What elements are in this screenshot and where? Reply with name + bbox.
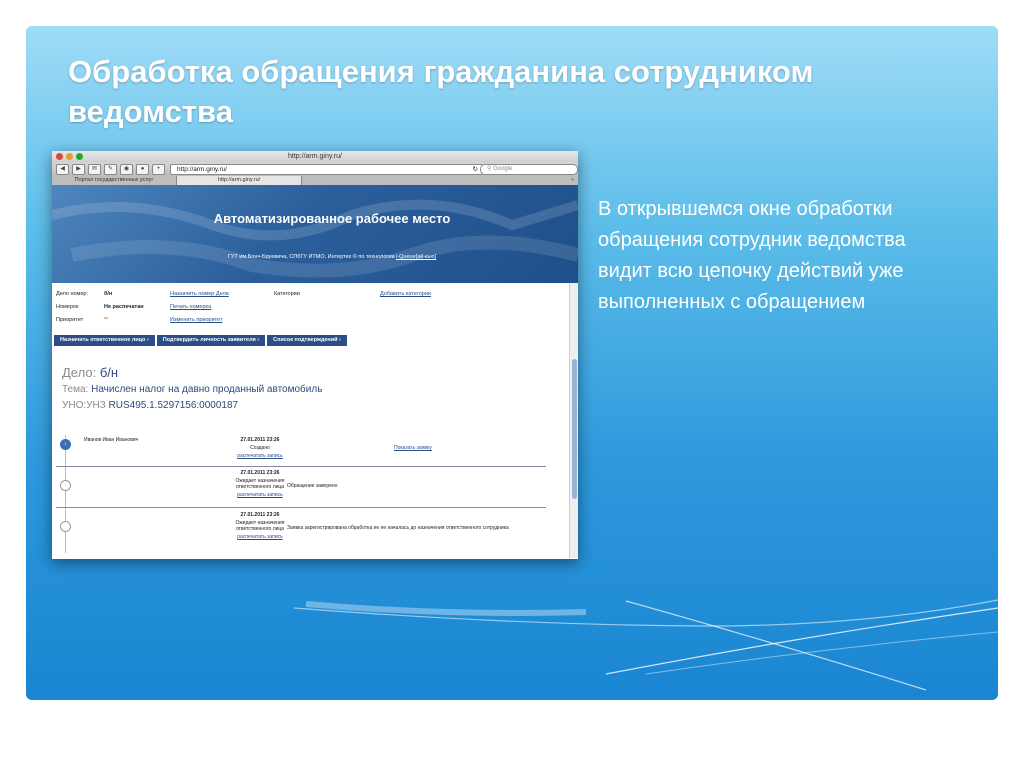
number-label: Номерок [56, 304, 79, 310]
search-icon: ⚲ [487, 166, 492, 172]
number-value: Не распечатан [104, 304, 144, 310]
categories-label: Категории [274, 291, 300, 297]
timeline-status: Ожидает назначения ответственного лица [235, 478, 285, 490]
print-number-link[interactable]: Печать номерка [170, 304, 212, 310]
tab-arm[interactable]: http://arm.giny.ru/ [177, 176, 302, 185]
topic-value: Начислен налог на давно проданный автомобиль [91, 384, 323, 395]
slide [26, 26, 998, 700]
decorative-swoosh [26, 26, 998, 700]
timeline-person: Иванов Иван Иванович [84, 437, 139, 443]
confirmations-list-button[interactable]: Список подтверждений › [267, 335, 347, 346]
url-text: http://arm.giny.ru/ [177, 166, 228, 173]
timeline-datetime: 27.01.2011 23:26 [240, 470, 280, 476]
forward-icon[interactable]: ▶ [72, 164, 85, 175]
priority-value: ** [104, 317, 109, 323]
back-icon[interactable]: ◀ [56, 164, 69, 175]
iqueue-link[interactable]: i-Queue[ай-кью] [396, 254, 437, 260]
edit-icon[interactable]: ✎ [104, 164, 117, 175]
reload-icon[interactable]: ↻ [472, 166, 478, 173]
print-entry-link[interactable]: распечатать запись [237, 453, 283, 459]
assign-responsible-button[interactable]: Назначить ответственное лицо › [54, 335, 155, 346]
case-number-label: Дело номер: [56, 291, 88, 297]
slide-title: Обработка обращения гражданина сотрудником ведомства [68, 54, 814, 129]
topic-label: Тема: [62, 384, 89, 395]
slide-body-text: В открывшемся окне обработки обращения сотрудник ведомства видит всю цепочку действий уже выполненных с обращением [598, 198, 906, 313]
timeline-status: Ожидает назначения ответственного лица [235, 520, 285, 532]
priority-label: Приоритет [56, 317, 84, 323]
info-icon[interactable]: ● [136, 164, 149, 175]
timeline-node-icon[interactable]: ↓ [60, 439, 71, 450]
timeline-note: Заявка зарегистрирована обработка ее не началась до назначения ответственного сотрудника [287, 525, 509, 531]
case-heading-label: Дело: [62, 365, 97, 380]
timeline-note: Обращение заверено [287, 483, 338, 489]
timeline-datetime: 27.01.2011 23:26 [240, 512, 280, 518]
banner-title: Автоматизированное рабочее место [213, 211, 451, 226]
timeline-datetime: 27.01.2011 23:26 [240, 437, 280, 443]
tab-gosuslugi[interactable]: Портал государственных услуг [52, 176, 177, 185]
history-icon[interactable]: ◉ [120, 164, 133, 175]
search-placeholder: Google [493, 166, 513, 172]
show-request-link[interactable]: Показать заявку [394, 445, 432, 451]
case-heading-value: б/н [99, 365, 119, 380]
window-title: http://arm.giny.ru/ [288, 153, 342, 160]
case-number-value: б/н [104, 291, 113, 297]
uno-value: RUS495.1.5297156:0000187 [108, 400, 239, 411]
change-priority-link[interactable]: Изменить приоритет [170, 317, 223, 323]
uno-label: УНО:УНЗ [62, 400, 106, 411]
add-bookmark-icon[interactable]: + [152, 164, 165, 175]
mail-icon[interactable]: ✉ [88, 164, 101, 175]
print-entry-link[interactable]: распечатать запись [237, 492, 283, 498]
assign-number-link[interactable]: Назначить номер Дела [170, 291, 229, 297]
banner-subtitle-text: ГУТ им.Бонч-Бруевича, СПбГУ ИТМО, Интертех © по технологии [227, 254, 395, 260]
confirm-identity-button[interactable]: Подтвердить личность заявителя › [157, 335, 265, 346]
print-entry-link[interactable]: распечатать запись [237, 534, 283, 540]
timeline-status: Создано [250, 445, 270, 451]
add-category-link[interactable]: Добавить категории [380, 291, 431, 297]
new-tab-icon[interactable]: + [302, 176, 578, 185]
